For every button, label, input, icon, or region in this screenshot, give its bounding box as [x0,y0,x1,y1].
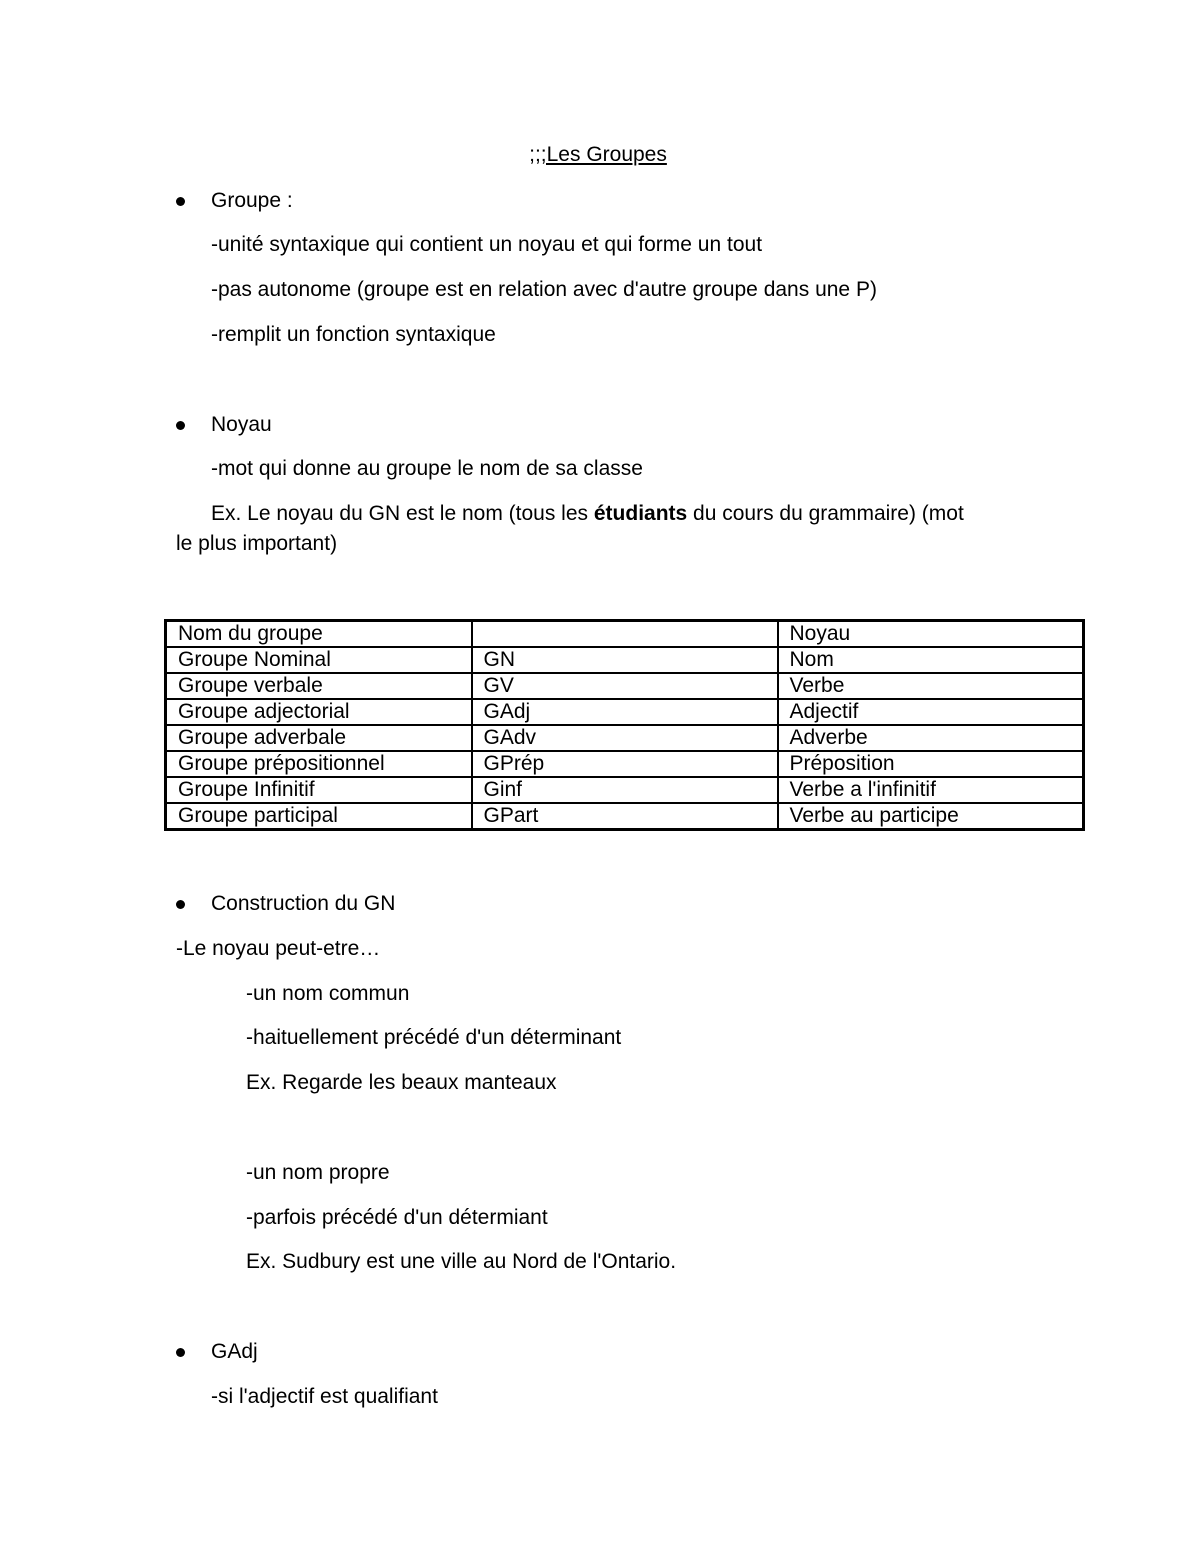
table-row [166,803,1084,830]
table-cell: GN [472,647,778,673]
table-cell: GPart [472,803,778,830]
table-cell: Verbe a l'infinitif [778,777,1084,803]
nom-commun-item: -un nom commun [246,982,410,1005]
table-cell: Préposition [778,751,1084,777]
table-cell: GAdv [472,725,778,751]
table-row [166,673,1084,699]
table-cell: Groupe prépositionnel [166,751,472,777]
bullet-icon [176,1348,185,1357]
table-cell: GPrép [472,751,778,777]
section-gadj-heading: GAdj [211,1340,258,1363]
gadj-line: -si l'adjectif est qualifiant [211,1385,438,1408]
table-row [166,725,1084,751]
nom-commun-example: Ex. Regarde les beaux manteaux [246,1071,557,1094]
table-row [166,751,1084,777]
noyau-example [211,500,964,528]
table-row [166,699,1084,725]
noyau-example-bold: étudiants [593,502,688,525]
table-cell: Groupe adjectorial [166,699,472,725]
noyau-example-end: du cours du grammaire) (mot [687,502,964,525]
groupe-line-3: -remplit un fonction syntaxique [211,323,496,346]
table-header-cell [472,621,778,648]
table-cell: Groupe participal [166,803,472,830]
bullet-icon [176,900,185,909]
bullet-icon [176,421,185,430]
noyau-definition: -mot qui donne au groupe le nom de sa classe [211,457,643,480]
table-cell: Groupe Infinitif [166,777,472,803]
nom-propre-example: Ex. Sudbury est une ville au Nord de l'Ontario. [246,1250,677,1273]
table-cell: GAdj [472,699,778,725]
table-cell: Adverbe [778,725,1084,751]
groups-table [164,619,1085,831]
construction-intro: -Le noyau peut-etre… [176,937,381,960]
table-cell: Nom [778,647,1084,673]
section-construction-heading: Construction du GN [211,892,396,915]
table-header-cell: Noyau [778,621,1084,648]
table-cell: Verbe [778,673,1084,699]
nom-propre-item: -un nom propre [246,1161,390,1184]
noyau-example-start: Ex. Le noyau du GN est le nom (tous les [211,502,594,525]
nom-propre-detail: -parfois précédé d'un détermiant [246,1206,548,1229]
table-cell: GV [472,673,778,699]
bullet-icon [176,197,185,206]
nom-commun-detail: -haituellement précédé d'un déterminant [246,1026,622,1049]
section-groupe-heading: Groupe : [211,189,293,212]
table-cell: Groupe adverbale [166,725,472,751]
table-cell: Groupe Nominal [166,647,472,673]
page-title: ;;;Les Groupes [529,143,667,166]
table-row [166,777,1084,803]
table-cell: Verbe au participe [778,803,1084,830]
noyau-example-wrap: le plus important) [176,532,338,555]
table-cell: Ginf [472,777,778,803]
table-row [166,647,1084,673]
table-cell: Groupe verbale [166,673,472,699]
section-noyau-heading: Noyau [211,413,272,436]
groupe-line-1: -unité syntaxique qui contient un noyau et qui forme un tout [211,233,763,256]
table-header-cell: Nom du groupe [166,621,472,648]
table-cell: Adjectif [778,699,1084,725]
groupe-line-2: -pas autonome (groupe est en relation avec d'autre groupe dans une P) [211,278,877,301]
table-header-row [166,621,1084,648]
